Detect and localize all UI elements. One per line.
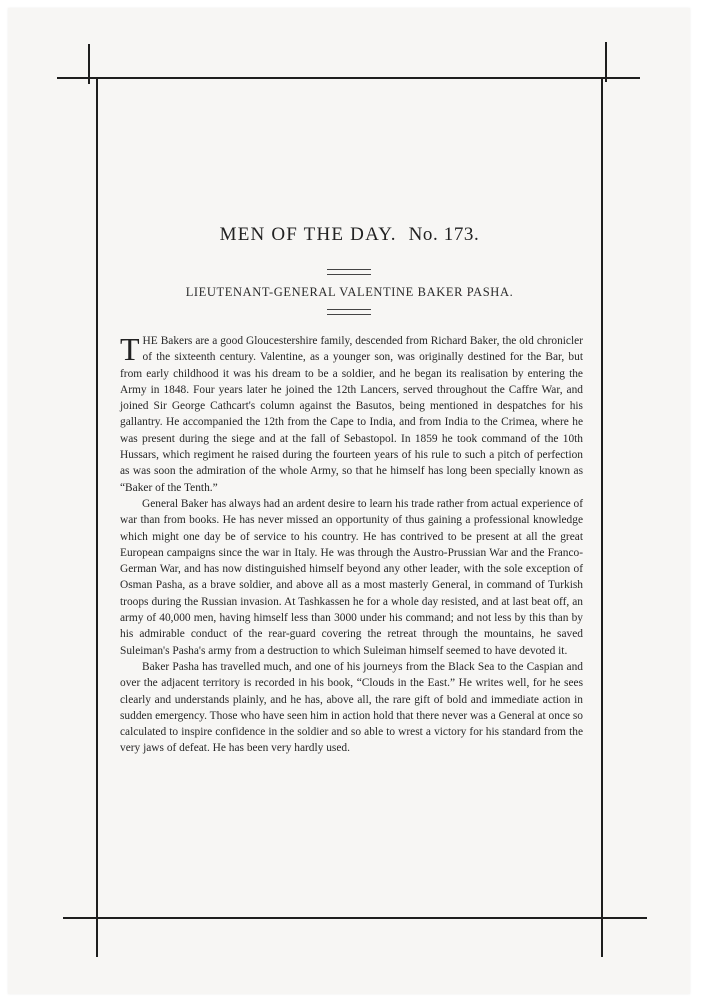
article-paragraph-2: General Baker has always had an ardent desire to learn his trade rather from actual experience of war than from books. He has never missed an opportunity of thus gaining a professional knowledge which might one day be of service to his country. He has contrived to be present at all the great European campaigns since the war in Italy. He was through the Austro-Prussian War and the Franco-German War, and has now distinguished himself beyond any other leader, with the sole exception of Osman Pasha, as a brave soldier, and above all as a most masterly General, in command of Turkish troops during the Russian invasion. At Tashkassen he for a whole day resisted, and at last beat off, an army of 40,000 men, having himself less than 3000 under his command; and not less by this than by his admirable conduct of the rear-guard covering the retreat through the mountains, he saved Suleiman's Pasha's army from a destruction to which Suleiman himself seemed to have devoted it. <box>120 497 583 657</box>
drop-cap: T <box>120 331 140 367</box>
border-rule-left-extension <box>88 44 90 84</box>
article-paragraph-1 <box>120 333 583 496</box>
article-subtitle: LIEUTENANT-GENERAL VALENTINE BAKER PASHA. <box>185 285 514 299</box>
border-rule-left <box>96 77 98 957</box>
page-title <box>98 224 601 246</box>
title-main: MEN OF THE DAY. <box>219 224 397 245</box>
subtitle-divider <box>327 309 371 315</box>
border-rule-right-extension <box>605 42 607 82</box>
article-body <box>120 333 583 757</box>
border-rule-right <box>601 77 603 957</box>
border-rule-bottom <box>63 917 647 919</box>
border-rule-top <box>57 77 640 79</box>
title-number: No. 173. <box>408 224 480 245</box>
paragraph-1-text: HE Bakers are a good Gloucestershire family, descended from Richard Baker, the old chronicler of the sixteenth century. Valentine, as a younger son, was originally destined for the Bar, but from early childhood it was his dream to be a soldier, and he began its realisation by entering the Army in 1848. Four years later he joined the 12th Lancers, served throughout the Caffre War, and joined Sir George Cathcart's column against the Basutos, being mentioned in despatches for his gallantry. He accompanied the 12th from the Cape to India, and from India to the Crimea, where he was present during the siege and at the fall of Sebastopol. In 1859 he took command of the 10th Hussars, which regiment he raised during the fourteen years of his rule to such a pitch of perfection as was soon the admiration of the whole Army, so that he himself has long been specially known as “Baker of the Tenth.” <box>120 335 583 494</box>
title-divider <box>327 269 371 275</box>
article-paragraph-3: Baker Pasha has travelled much, and one of his journeys from the Black Sea to the Caspian and over the adjacent territory is recorded in his book, “Clouds in the East.” He writes well, for he sees clearly and understands plainly, and he has, above all, the rare gift of bold and immediate action in sudden emergency. Those who have seen him in action hold that there never was a General at once so calculated to inspire confidence in the soldier and so able to wrest a victory for his standard from the very jaws of defeat. He has been very hardly used. <box>120 660 583 755</box>
